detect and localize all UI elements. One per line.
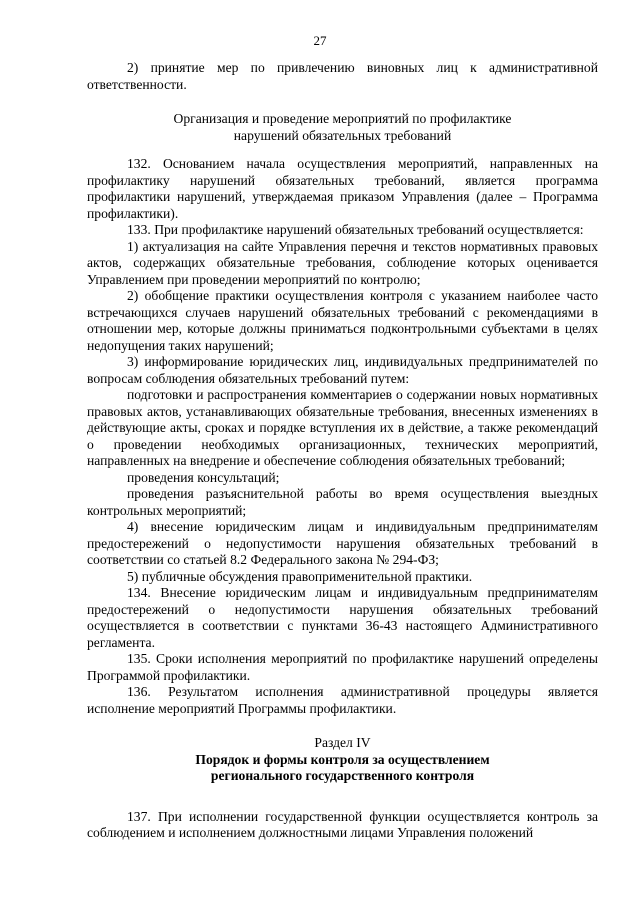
paragraph: 135. Сроки исполнения мероприятий по профилактике нарушений определены Программой профилактики. xyxy=(87,651,598,683)
paragraph: 132. Основанием начала осуществления мероприятий, направленных на профилактику нарушений обязательных требований, является программа профилактики нарушений, утверждаемая приказом Управления (далее – Программа профилактики). xyxy=(87,156,598,221)
section-label: Раздел IV xyxy=(314,735,371,750)
paragraph: подготовки и распространения комментариев о содержании новых нормативных правовых актов, устанавливающих обязательные требования, внесенных изменениях в действующие акты, сроках и порядке вступления их в действие, а также рекомендаций о проведении необходимых организационных, технических мероприятий, направленных на внедрение и обеспечение соблюдения обязательных требований; xyxy=(87,387,598,468)
section-title-line: Порядок и формы контроля за осуществлением xyxy=(195,751,490,767)
paragraph: проведения разъяснительной работы во время осуществления выездных контрольных мероприятий; xyxy=(87,486,598,518)
paragraph: проведения консультаций; xyxy=(127,469,280,485)
section-title-line: регионального государственного контроля xyxy=(210,768,475,783)
paragraph: 134. Внесение юридическим лицам и индивидуальным предпринимателям предостережений о недопустимости нарушения обязательных требований осуществляется в соответствии с пунктами 36-43 настоящего Административного регламента. xyxy=(87,585,598,650)
section-heading-line: нарушений обязательных требований xyxy=(233,127,452,143)
paragraph: 4) внесение юридическим лицам и индивидуальным предпринимателям предостережений о недопустимости нарушения обязательных требований в соответствии со статьей 8.2 Федерального закона № 294-ФЗ; xyxy=(87,519,598,567)
paragraph: 136. Результатом исполнения административной процедуры является исполнение мероприятий Программы профилактики. xyxy=(87,684,598,716)
section-heading-line: Организация и проведение мероприятий по профилактике xyxy=(173,111,512,126)
paragraph: 5) публичные обсуждения правоприменительной практики. xyxy=(127,568,473,584)
page-number: 27 xyxy=(313,33,327,48)
paragraph: 2) обобщение практики осуществления контроля с указанием наиболее часто встречающихся случаев нарушений обязательных требований с рекомендациями в отношении мер, которые должны приниматься подконтрольными субъектами в целях недопущения таких нарушений; xyxy=(87,288,598,353)
paragraph: 137. При исполнении государственной функции осуществляется контроль за соблюдением и исполнением должностными лицами Управления положений xyxy=(87,808,598,840)
paragraph: 133. При профилактике нарушений обязательных требований осуществляется: xyxy=(127,222,584,237)
list-item: 2) принятие мер по привлечению виновных лиц к административной ответственности. xyxy=(87,60,598,92)
paragraph: 1) актуализация на сайте Управления перечня и текстов нормативных правовых актов, содержащих обязательные требования, соблюдение которых оценивается Управлением при проведении мероприятий по контролю; xyxy=(87,238,598,287)
page-content xyxy=(87,60,598,842)
paragraph: 3) информирование юридических лиц, индивидуальных предпринимателей по вопросам соблюдения обязательных требований путем: xyxy=(87,354,598,386)
